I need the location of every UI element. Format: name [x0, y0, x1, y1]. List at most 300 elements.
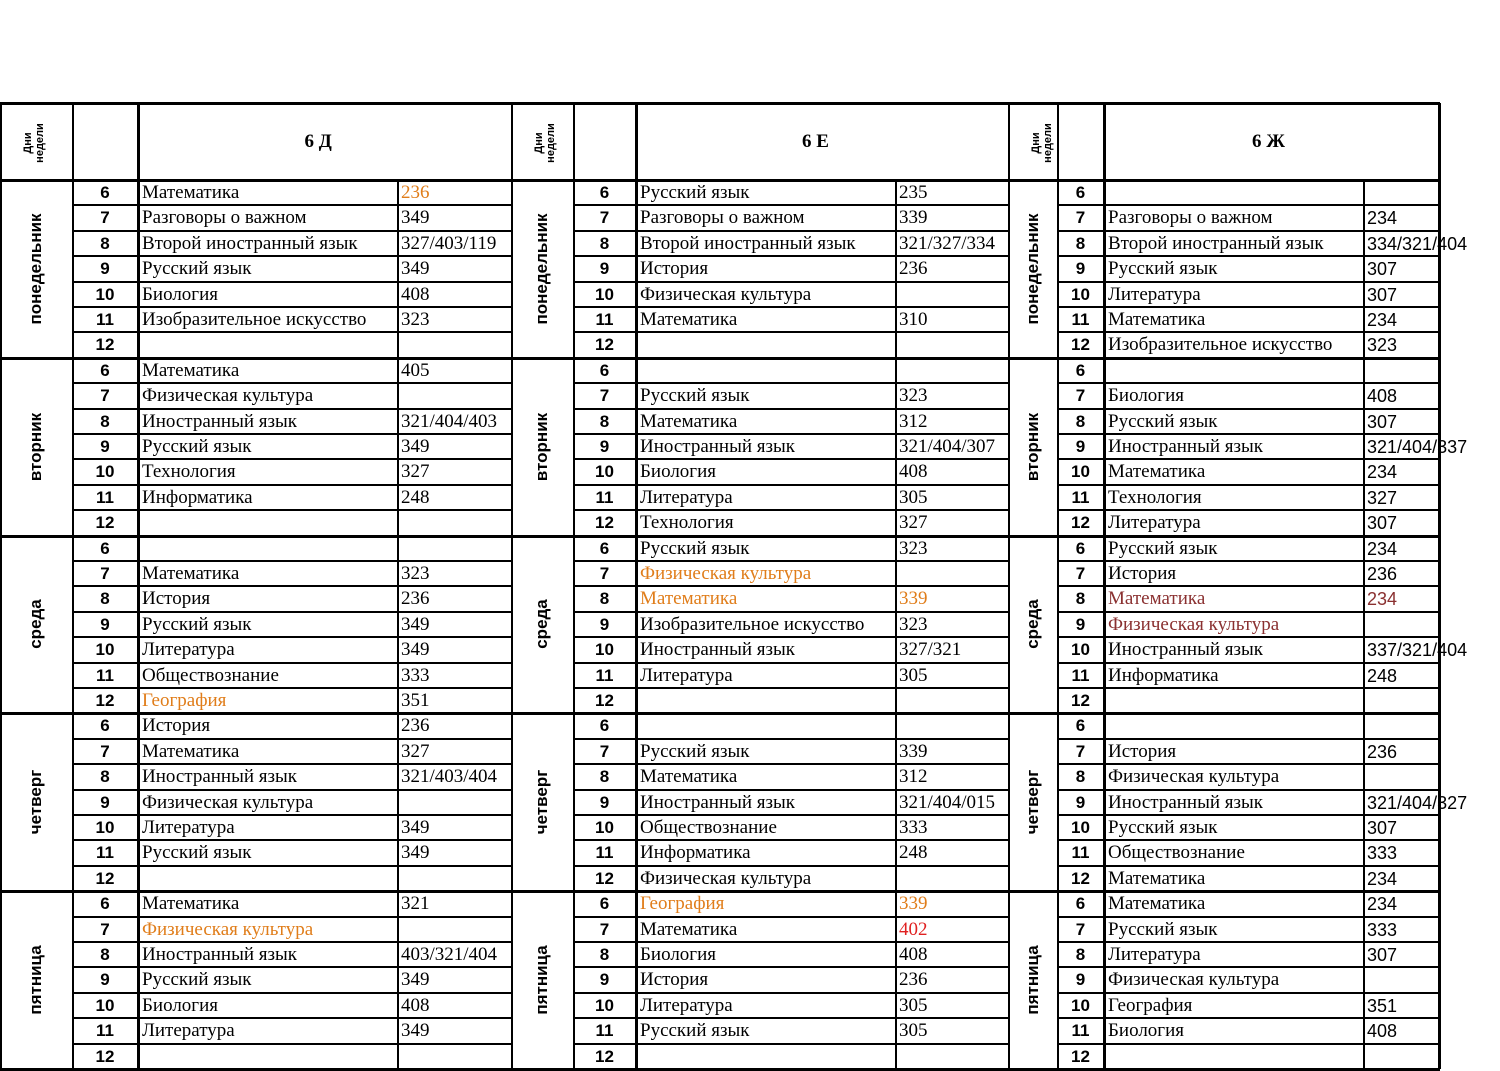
row-border [573, 1043, 1008, 1045]
room-cell: 307 [1367, 945, 1398, 965]
lesson-number: 10 [595, 818, 614, 837]
row-border [72, 636, 511, 638]
subject-cell: Обществознание [640, 817, 777, 838]
lesson-number: 7 [100, 919, 110, 939]
lesson-number: 8 [1075, 589, 1086, 609]
room-cell: 234 [1367, 310, 1398, 330]
room-cell: 307 [1367, 818, 1398, 838]
subject-cell: Иностранный язык [1108, 791, 1264, 813]
room-cell: 349 [401, 613, 430, 635]
day-label-text: понедельник [1022, 213, 1042, 325]
row-border [72, 966, 511, 968]
subject-cell: Математика [1108, 588, 1206, 610]
row-border [72, 611, 511, 613]
row-border [72, 992, 511, 994]
room-cell: 333 [899, 817, 928, 838]
row-border [1057, 992, 1440, 994]
subject-cell: Биология [640, 944, 717, 965]
room-cell: 234 [1367, 538, 1398, 559]
lesson-number: 11 [1071, 487, 1090, 507]
subject-cell: Иностранный язык [640, 791, 796, 813]
row-border [72, 789, 511, 791]
room-cell: 408 [1367, 1021, 1398, 1042]
room-cell: 236 [1367, 741, 1398, 762]
row-border [1057, 1043, 1440, 1045]
row-border [573, 966, 1008, 968]
room-cell: 339 [899, 588, 928, 610]
lesson-number: 9 [100, 614, 110, 634]
days-header-label [22, 123, 46, 163]
room-cell: 248 [401, 486, 430, 508]
day-label-text: среда [532, 599, 551, 650]
subject-cell: Математика [640, 309, 738, 330]
day-label-text: пятница [1022, 945, 1042, 1015]
row-border [573, 331, 1008, 333]
room-cell: 234 [1367, 589, 1398, 610]
lesson-number: 10 [95, 462, 115, 482]
subject-cell: Разговоры о важном [1108, 207, 1273, 229]
subject-cell: Русский язык [640, 385, 750, 407]
subject-cell: История [142, 588, 211, 610]
lesson-number: 9 [1075, 259, 1086, 279]
subject-cell: Разговоры о важном [142, 207, 307, 229]
lesson-number: 9 [599, 792, 610, 812]
subject-cell: Иностранный язык [640, 436, 796, 457]
subject-cell: Физическая культура [640, 867, 812, 889]
row-border [1057, 306, 1440, 308]
subject-cell: Русский язык [142, 436, 252, 457]
lesson-number: 11 [1071, 310, 1090, 329]
day-label [1008, 536, 1057, 714]
subject-cell: Технология [142, 461, 236, 483]
lesson-number: 10 [1071, 462, 1090, 482]
row-border [72, 662, 511, 664]
subject-cell: Русский язык [1108, 410, 1218, 432]
lesson-number: 8 [599, 945, 610, 964]
lesson-number: 7 [1075, 919, 1086, 939]
day-label [511, 713, 573, 891]
subject-cell: Литература [640, 486, 733, 508]
lesson-number: 7 [100, 741, 110, 761]
lesson-number: 8 [1075, 945, 1086, 964]
day-label [0, 891, 72, 1069]
day-group-border [511, 357, 1008, 360]
day-label-text: пятница [26, 945, 45, 1015]
room-cell: 236 [401, 182, 430, 203]
day-group-border [511, 890, 1008, 893]
lesson-number: 9 [1075, 614, 1086, 634]
subject-cell: Иностранный язык [142, 410, 298, 432]
subject-cell: Иностранный язык [1108, 639, 1264, 661]
subject-cell: Разговоры о важном [640, 207, 805, 229]
lesson-number: 8 [1075, 767, 1086, 787]
lesson-number: 12 [95, 868, 115, 888]
row-border [1057, 966, 1440, 968]
lesson-number: 11 [595, 665, 614, 685]
lesson-number: 12 [595, 335, 614, 355]
lesson-number: 8 [599, 589, 610, 609]
room-cell: 323 [899, 537, 928, 559]
day-label-text: вторник [532, 412, 551, 481]
subject-cell: Русский язык [142, 842, 252, 864]
lesson-number: 8 [599, 767, 610, 787]
subject-cell: Русский язык [640, 740, 750, 762]
row-border [1057, 738, 1440, 740]
room-cell: 327/321 [899, 639, 962, 661]
room-cell: 327 [899, 512, 928, 534]
row-border [573, 814, 1008, 816]
room-cell: 333 [401, 664, 430, 686]
subject-cell: Литература [142, 1020, 235, 1042]
row-border [1057, 662, 1440, 664]
subject-cell: Биология [1108, 1020, 1185, 1042]
row-border [573, 763, 1008, 765]
subject-cell: Второй иностранный язык [640, 232, 856, 254]
lesson-number: 9 [100, 259, 110, 279]
room-cell: 305 [899, 994, 928, 1016]
subject-cell: Русский язык [1108, 817, 1218, 838]
row-border [573, 839, 1008, 841]
lesson-number: 6 [599, 894, 610, 914]
day-label [0, 536, 72, 714]
subject-cell: Математика [142, 359, 240, 381]
lesson-number: 6 [100, 360, 110, 380]
room-cell: 408 [899, 461, 928, 483]
room-cell: 334/321/404 [1367, 233, 1468, 254]
room-cell: 349 [401, 969, 430, 991]
lesson-number: 9 [599, 614, 610, 634]
subject-cell: Биология [640, 461, 717, 483]
lesson-number: 7 [599, 386, 610, 406]
lesson-number: 8 [100, 945, 110, 964]
subject-cell: Русский язык [142, 969, 252, 991]
lesson-number: 7 [1075, 564, 1086, 583]
subject-cell: Обществознание [142, 664, 279, 686]
subject-cell: Второй иностранный язык [142, 232, 358, 254]
row-border [72, 433, 511, 435]
room-cell: 236 [401, 715, 430, 737]
subject-cell: Математика [1108, 867, 1206, 889]
lesson-number: 10 [1071, 995, 1090, 1015]
row-border [1057, 687, 1440, 689]
day-group-border [0, 890, 511, 893]
row-border [72, 560, 511, 562]
lesson-number: 6 [1075, 894, 1086, 914]
class-title: 6 Ж [1252, 131, 1286, 152]
day-label-text: пятница [532, 945, 551, 1015]
room-cell: 327 [401, 740, 430, 762]
room-cell: 312 [899, 766, 928, 788]
room-cell: 321/404/307 [899, 436, 996, 457]
day-label-text: понедельник [532, 213, 551, 325]
subject-cell: Физическая культура [142, 918, 314, 940]
room-cell: 333 [1367, 919, 1398, 940]
subject-cell: Физическая культура [1108, 613, 1280, 635]
subject-cell: Иностранный язык [640, 639, 796, 661]
lesson-number: 12 [1071, 513, 1090, 533]
day-label-text: понедельник [26, 213, 45, 325]
row-border [72, 814, 511, 816]
subject-cell: География [1108, 994, 1193, 1016]
lesson-number: 11 [96, 487, 114, 507]
room-cell: 349 [401, 258, 430, 280]
row-border [72, 916, 511, 918]
row-border [1057, 331, 1440, 333]
subject-cell: Русский язык [640, 1020, 750, 1042]
col-border-room [397, 180, 399, 1069]
room-cell: 339 [899, 740, 928, 762]
subject-cell: Информатика [142, 486, 253, 508]
room-cell: 321/404/327 [1367, 792, 1468, 813]
room-cell: 349 [401, 436, 430, 457]
subject-cell: Математика [142, 740, 240, 762]
subject-cell: Изобразительное искусство [1108, 334, 1333, 356]
lesson-number: 9 [1075, 970, 1086, 990]
room-cell: 323 [401, 563, 430, 584]
lesson-number: 12 [1071, 868, 1090, 888]
subject-cell: История [142, 715, 211, 737]
day-label-text: четверг [1022, 769, 1042, 835]
row-border [72, 687, 511, 689]
lesson-number: 11 [1071, 1021, 1090, 1041]
row-border [72, 763, 511, 765]
lesson-number: 6 [1075, 360, 1086, 380]
lesson-number: 11 [595, 1021, 614, 1041]
subject-cell: Изобразительное искусство [142, 309, 367, 330]
room-cell: 305 [899, 664, 928, 686]
lesson-number: 10 [95, 818, 115, 837]
day-label [1008, 713, 1057, 891]
day-label [511, 536, 573, 714]
row-border [1057, 941, 1440, 943]
subject-cell: Биология [142, 283, 219, 305]
day-label-text: четверг [532, 769, 551, 835]
lesson-number: 8 [100, 233, 110, 253]
subject-cell: Иностранный язык [142, 944, 298, 965]
day-label [1008, 891, 1057, 1069]
row-border [72, 230, 511, 232]
day-label [511, 891, 573, 1069]
row-border [573, 560, 1008, 562]
lesson-number: 12 [1071, 691, 1090, 710]
subject-cell: Биология [1108, 385, 1185, 407]
row-border [72, 281, 511, 283]
subject-cell: Литература [142, 817, 235, 838]
col-border-room [1363, 180, 1365, 1069]
room-cell: 327 [1367, 487, 1398, 508]
room-cell: 349 [401, 207, 430, 229]
lesson-number: 9 [1075, 792, 1086, 812]
lesson-number: 9 [599, 259, 610, 279]
subject-cell: Физическая культура [1108, 969, 1280, 991]
room-cell: 323 [899, 385, 928, 407]
lesson-number: 7 [100, 208, 110, 228]
room-cell: 408 [401, 994, 430, 1016]
lesson-number: 6 [599, 538, 610, 558]
table-top-border [0, 102, 1440, 105]
lesson-number: 6 [599, 716, 610, 736]
subject-cell: Математика [1108, 893, 1206, 915]
lesson-number: 8 [599, 411, 610, 431]
row-border [1057, 865, 1440, 867]
lesson-number: 12 [595, 691, 614, 710]
room-cell: 349 [401, 842, 430, 864]
subject-cell: Математика [640, 410, 738, 432]
subject-cell: Литература [1108, 944, 1201, 965]
row-border [72, 382, 511, 384]
room-cell: 321/404/337 [1367, 437, 1468, 457]
lesson-number: 7 [599, 208, 610, 228]
subject-cell: История [640, 969, 709, 991]
row-border [573, 916, 1008, 918]
subject-cell: Второй иностранный язык [1108, 232, 1324, 254]
lesson-number: 10 [595, 462, 614, 482]
day-label [1008, 358, 1057, 536]
row-border [1057, 611, 1440, 613]
room-cell: 351 [1367, 995, 1398, 1016]
room-cell: 408 [899, 944, 928, 965]
subject-cell: Математика [640, 918, 738, 940]
lesson-number: 12 [595, 868, 614, 888]
subject-cell: Русский язык [142, 258, 252, 280]
row-border [1057, 560, 1440, 562]
row-border [573, 636, 1008, 638]
room-cell: 236 [899, 969, 928, 991]
lesson-number: 6 [1075, 183, 1086, 202]
room-cell: 321/327/334 [899, 232, 996, 254]
row-border [1057, 814, 1440, 816]
room-cell: 408 [1367, 386, 1398, 407]
room-cell: 248 [1367, 665, 1398, 686]
room-cell: 349 [401, 1020, 430, 1042]
room-cell: 305 [899, 486, 928, 508]
row-border [72, 306, 511, 308]
row-border [1057, 281, 1440, 283]
lesson-number: 9 [100, 970, 110, 990]
subject-cell: Русский язык [142, 613, 252, 635]
lesson-number: 12 [595, 513, 614, 533]
lesson-number: 9 [100, 437, 110, 456]
subject-cell: Русский язык [1108, 537, 1218, 559]
room-cell: 305 [899, 1020, 928, 1042]
subject-cell: Литература [1108, 283, 1201, 305]
col-border-room [895, 180, 897, 1069]
row-border [72, 484, 511, 486]
day-group-border [511, 535, 1008, 538]
day-label [0, 180, 72, 358]
row-border [72, 1017, 511, 1019]
subject-cell: Русский язык [640, 537, 750, 559]
subject-cell: Информатика [640, 842, 751, 864]
row-border [1057, 1017, 1440, 1019]
room-cell: 321 [401, 893, 430, 915]
day-label [1008, 180, 1057, 358]
room-cell: 405 [401, 359, 430, 381]
lesson-number: 10 [95, 640, 115, 660]
lesson-number: 12 [1071, 1046, 1090, 1066]
lesson-number: 11 [96, 310, 114, 329]
lesson-number: 7 [1075, 208, 1086, 228]
lesson-number: 7 [1075, 386, 1086, 406]
room-cell: 333 [1367, 843, 1398, 864]
day-group-border [1008, 357, 1440, 360]
subject-cell: Иностранный язык [1108, 436, 1264, 457]
lesson-number: 7 [599, 741, 610, 761]
room-cell: 234 [1367, 462, 1398, 483]
day-label [0, 358, 72, 536]
row-border [1057, 484, 1440, 486]
subject-cell: Литература [142, 639, 235, 661]
lesson-number: 9 [599, 437, 610, 456]
row-border [1057, 789, 1440, 791]
row-border [72, 941, 511, 943]
lesson-number: 8 [1075, 233, 1086, 253]
subject-cell: Математика [1108, 461, 1206, 483]
room-cell: 327/403/119 [401, 232, 497, 254]
row-border [573, 687, 1008, 689]
room-cell: 307 [1367, 411, 1398, 432]
row-border [573, 662, 1008, 664]
day-group-border [0, 357, 511, 360]
row-border [1057, 916, 1440, 918]
lesson-number: 11 [595, 843, 614, 863]
room-cell: 321/404/015 [899, 791, 996, 813]
row-border [573, 408, 1008, 410]
row-border [1057, 839, 1440, 841]
row-border [72, 331, 511, 333]
lesson-number: 7 [599, 919, 610, 939]
subject-cell: Обществознание [1108, 842, 1245, 864]
subject-cell: Физическая культура [640, 283, 812, 305]
row-border [573, 255, 1008, 257]
day-label [0, 713, 72, 891]
lesson-number: 7 [100, 386, 110, 406]
day-group-border [1008, 712, 1440, 715]
row-border [573, 306, 1008, 308]
lesson-number: 9 [599, 970, 610, 990]
lesson-number: 6 [1075, 716, 1086, 736]
subject-cell: Технология [640, 512, 734, 534]
lesson-number: 11 [595, 487, 614, 507]
lesson-number: 7 [100, 564, 110, 583]
day-group-border [0, 535, 511, 538]
lesson-number: 8 [1075, 411, 1086, 431]
lesson-number: 9 [100, 792, 110, 812]
subject-cell: Технология [1108, 486, 1202, 508]
row-border [573, 865, 1008, 867]
lesson-number: 11 [1071, 843, 1090, 863]
lesson-number: 6 [100, 716, 110, 736]
room-cell: 234 [1367, 894, 1398, 915]
row-border [72, 255, 511, 257]
subject-cell: Русский язык [640, 182, 750, 203]
row-border [573, 611, 1008, 613]
room-cell: 321/404/403 [401, 410, 498, 432]
row-border [72, 738, 511, 740]
lesson-number: 10 [595, 995, 614, 1015]
lesson-number: 6 [100, 183, 110, 202]
subject-cell: История [1108, 740, 1177, 762]
class-title: 6 Д [304, 131, 332, 152]
row-border [1057, 636, 1440, 638]
lesson-number: 12 [595, 1046, 614, 1066]
row-border [1057, 585, 1440, 587]
room-cell: 307 [1367, 513, 1398, 534]
room-cell: 234 [1367, 208, 1398, 229]
subject-cell: Физическая культура [142, 385, 314, 407]
lesson-number: 6 [599, 360, 610, 380]
subject-cell: Литература [1108, 512, 1201, 534]
